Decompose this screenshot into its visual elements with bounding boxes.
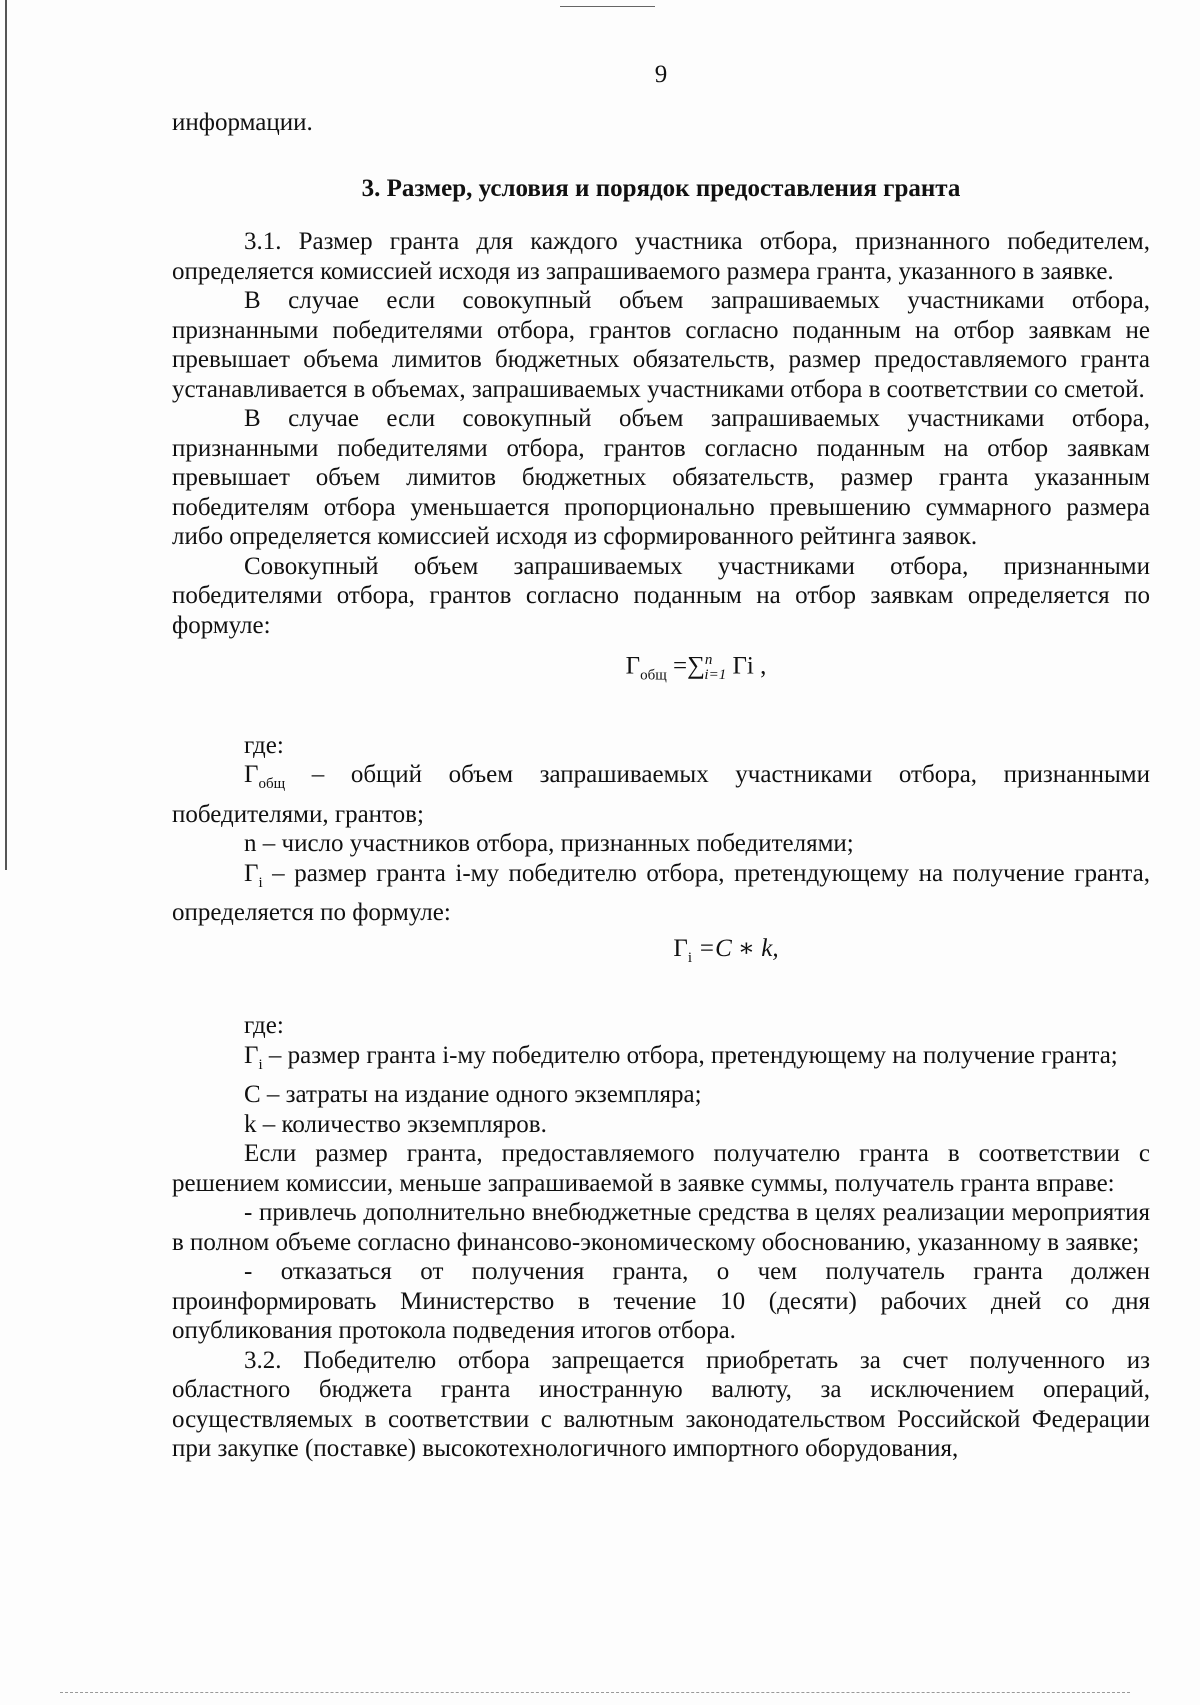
scan-bottom-line (60, 1692, 1130, 1694)
continuation-text: информации. (172, 109, 313, 136)
definition-gi (172, 859, 1150, 928)
scan-top-line (560, 6, 655, 7)
definition-gi-2-symbol-sub: i (258, 1056, 263, 1073)
formula-gi-lhs-sub: i (687, 949, 692, 966)
definition-gi-text: – размер гранта i-му победителю отбора, претендующему на получение гранта, определяется по формуле: (172, 859, 1150, 927)
formula-gi-rhs: =C ∗ k, (691, 934, 779, 962)
formula-total-sum-sub: i=1 (704, 667, 727, 684)
definition-total-symbol: Г (244, 761, 259, 789)
formula-gi-lhs: Г (673, 934, 688, 962)
paragraph-total-formula-intro: Совокупный объем запрашиваемых участниками отбора, признанными победителями отбора, грантов согласно поданным на отбор заявкам определяется по формуле: (172, 552, 1150, 639)
page-number: 9 (654, 61, 668, 88)
paragraph-3-2: 3.2. Победителю отбора запрещается приобретать за счет полученного из областного бюджета гранта иностранную валюту, за исключением операций, осуществляемых в соответствии с валютным законодательством Российской Федерации при закупке (поставке) высокотехнологичного импортного оборудования, (172, 1346, 1150, 1463)
definition-gi-2 (172, 1041, 1150, 1081)
definition-gi-2-symbol: Г (244, 1041, 259, 1069)
definition-total (172, 760, 1150, 829)
definition-gi-symbol-sub: i (258, 874, 263, 891)
definition-gi-symbol: Г (244, 859, 259, 887)
formula-total-sum-sup: n (704, 652, 713, 668)
where-label-2: где: (244, 1012, 284, 1040)
definition-c: С – затраты на издание одного экземпляра; (244, 1081, 702, 1109)
paragraph-exceeds: В случае если совокупный объем запрашиваемых участниками отбора, признанными победителями отбора, грантов согласно поданным на отбор заявкам превышает объем лимитов бюджетных обязательств, размер гранта указанным победителям отбора уменьшается пропорционально превышению суммарного размера либо определяется комиссией исходя из сформированного рейтинга заявок. (172, 405, 1150, 550)
formula-total-rhs: Гi , (726, 652, 767, 680)
paragraph-reduced-grant: Если размер гранта, предоставляемого получателю гранта в соответствии с решением комиссии, меньше запрашиваемой в заявке суммы, получатель гранта вправе: (172, 1140, 1150, 1197)
paragraph-not-exceeds: В случае если совокупный объем запрашиваемых участниками отбора, признанными победителями отбора, грантов согласно поданным на отбор заявкам не превышает объема лимитов бюджетных обязательств, размер предоставляемого гранта устанавливается в объемах, запрашиваемых участниками отбора в соответствии со сметой. (172, 287, 1150, 403)
list-item-attract-funds: - привлечь дополнительно внебюджетные средства в целях реализации мероприятия в полном объеме согласно финансово-экономическому обоснованию, указанному в заявке; (172, 1199, 1150, 1256)
definition-gi-2-text: – размер гранта i-му победителю отбора, претендующему на получение гранта; (262, 1041, 1118, 1069)
list-item-refuse-grant: - отказаться от получения гранта, о чем получатель гранта должен проинформировать Министерство в течение 10 (десяти) рабочих дней со дня опубликования протокола подведения итогов отбора. (172, 1258, 1150, 1345)
scan-edge (5, 0, 7, 870)
formula-total-sum-sign: =∑ (666, 652, 705, 680)
section-title: 3. Размер, условия и порядок предоставления гранта (361, 174, 961, 202)
definition-n: n – число участников отбора, признанных победителями; (244, 830, 854, 858)
formula-total-lhs-sub: общ (640, 667, 667, 684)
page-content (172, 60, 1150, 1464)
paragraph-3-1: 3.1. Размер гранта для каждого участника отбора, признанного победителем, определяется комиссией исходя из запрашиваемого размера гранта, указанного в заявке. (172, 228, 1150, 285)
formula-gi (172, 934, 1150, 974)
definition-total-symbol-sub: общ (258, 776, 286, 793)
where-label-1: где: (244, 731, 284, 759)
formula-total-lhs: Г (625, 652, 641, 680)
formula-total (172, 646, 1150, 691)
definition-total-text: – общий объем запрашиваемых участниками отбора, признанными победителями, грантов; (172, 761, 1150, 828)
definition-k: k – количество экземпляров. (244, 1110, 547, 1138)
